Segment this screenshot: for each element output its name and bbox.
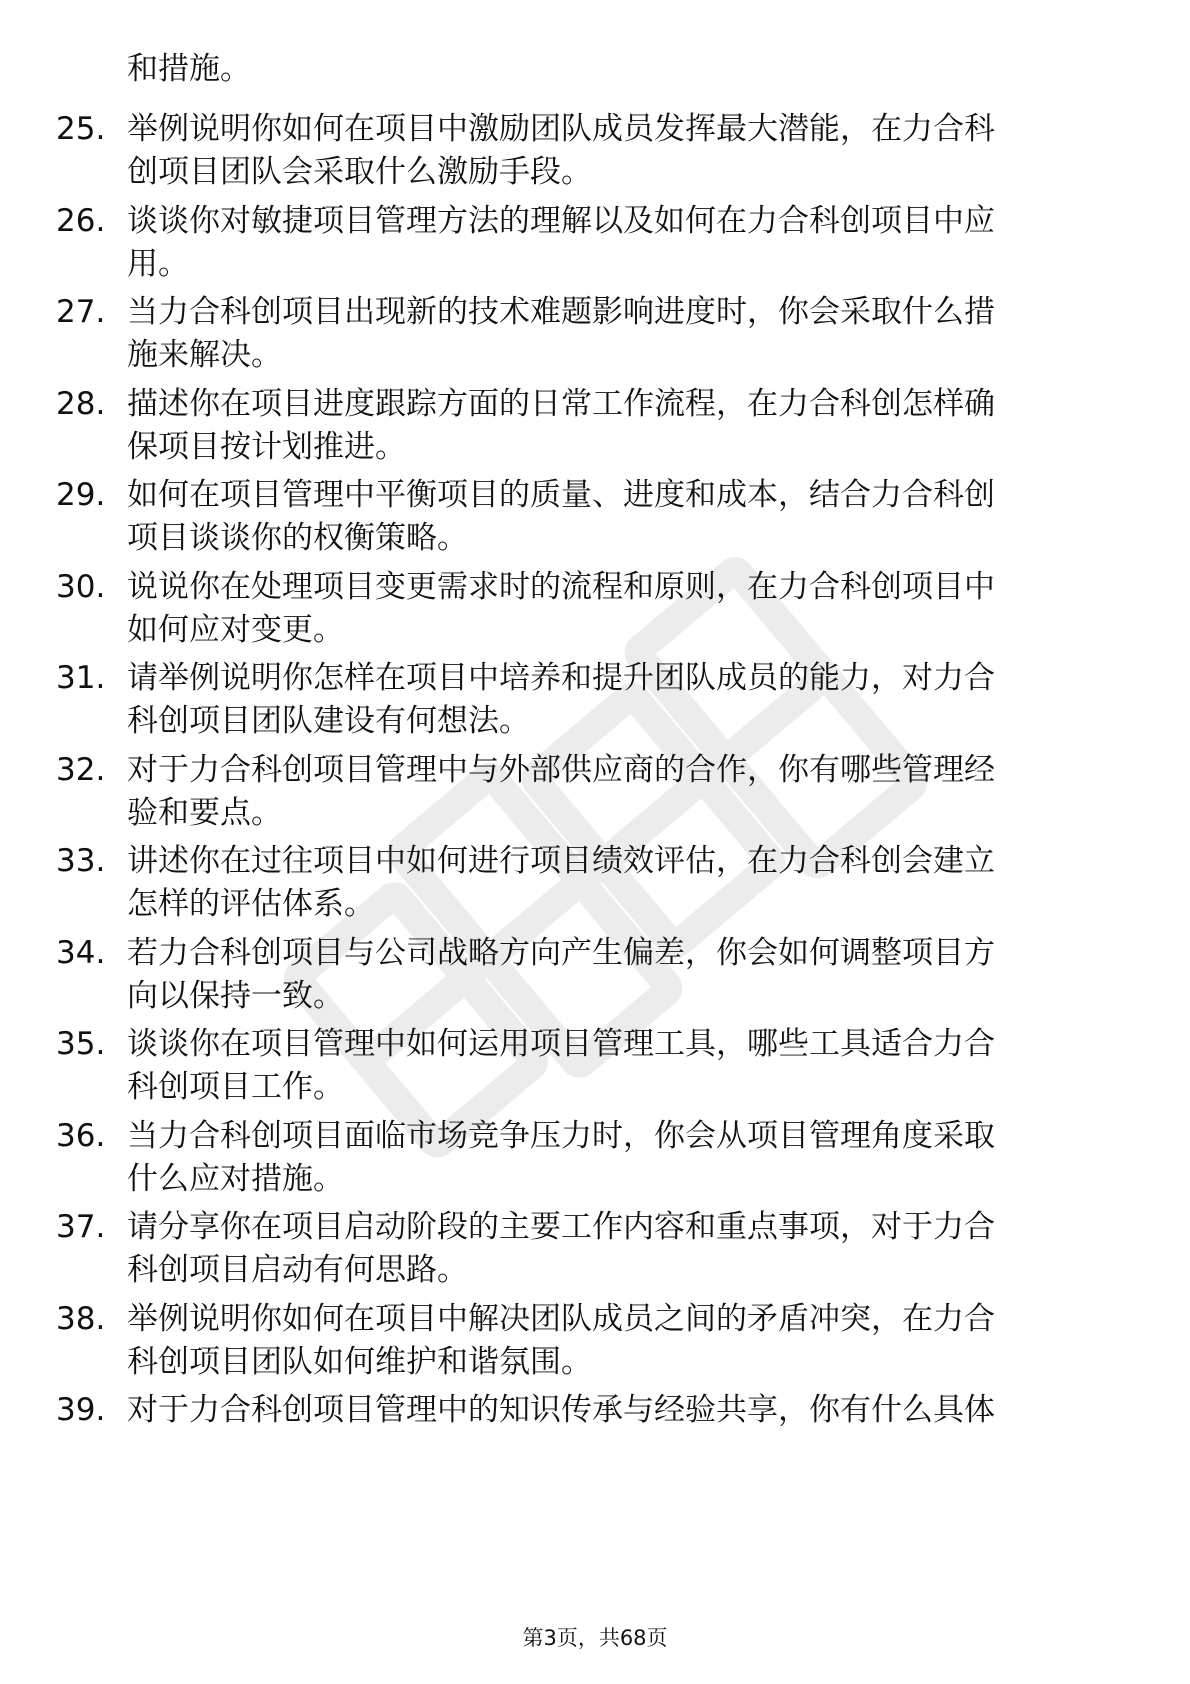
question-text-line-2: 保项目按计划推进。 [127, 429, 406, 465]
question-text-line-1: 当力合科创项目面临市场竞争压力时，你会从项目管理角度采取 [127, 1118, 995, 1154]
question-text-line-2: 验和要点。 [127, 795, 282, 831]
question-number: 30. [56, 569, 106, 605]
question-number: 25. [56, 111, 106, 147]
question-text-line-1: 举例说明你如何在项目中解决团队成员之间的矛盾冲突，在力合 [127, 1301, 995, 1337]
question-text-line-2: 怎样的评估体系。 [127, 886, 375, 922]
question-text-line-1: 谈谈你在项目管理中如何运用项目管理工具，哪些工具适合力合 [127, 1026, 995, 1062]
question-number: 37. [56, 1209, 106, 1245]
question-text-line-1: 讲述你在过往项目中如何进行项目绩效评估，在力合科创会建立 [127, 843, 995, 879]
question-text-line-2: 施来解决。 [127, 337, 282, 373]
question-text-line-2: 科创项目工作。 [127, 1069, 344, 1105]
question-number: 39. [56, 1392, 106, 1428]
question-text-line-1: 说说你在处理项目变更需求时的流程和原则，在力合科创项目中 [127, 569, 995, 605]
question-text-line-1: 描述你在项目进度跟踪方面的日常工作流程，在力合科创怎样确 [127, 386, 995, 422]
question-text-line-1: 请举例说明你怎样在项目中培养和提升团队成员的能力，对力合 [127, 660, 995, 696]
question-text-line-1: 当力合科创项目出现新的技术难题影响进度时，你会采取什么措 [127, 294, 995, 330]
question-text-line-1: 谈谈你对敏捷项目管理方法的理解以及如何在力合科创项目中应 [127, 203, 995, 239]
question-number: 35. [56, 1026, 106, 1062]
question-text-line-2: 如何应对变更。 [127, 612, 344, 648]
question-text-line-2: 项目谈谈你的权衡策略。 [127, 520, 468, 556]
question-text-line-1: 请分享你在项目启动阶段的主要工作内容和重点事项，对于力合 [127, 1209, 995, 1245]
question-text-line-2: 创项目团队会采取什么激励手段。 [127, 154, 592, 190]
question-text-line-2: 用。 [127, 246, 189, 282]
question-text-line-2: 向以保持一致。 [127, 978, 344, 1014]
question-number: 32. [56, 752, 106, 788]
question-number: 34. [56, 935, 106, 971]
question-text-line-2: 什么应对措施。 [127, 1161, 344, 1197]
page-footer: 第3页，共68页 [522, 1626, 668, 1650]
question-text-line-2: 科创项目团队如何维护和谐氛围。 [127, 1344, 592, 1380]
question-number: 31. [56, 660, 106, 696]
question-text-line-2: 科创项目团队建设有何想法。 [127, 703, 530, 739]
question-text-line-1: 对于力合科创项目管理中与外部供应商的合作，你有哪些管理经 [127, 752, 995, 788]
question-number: 26. [56, 203, 106, 239]
question-number: 36. [56, 1118, 106, 1154]
question-text-line-1: 若力合科创项目与公司战略方向产生偏差，你会如何调整项目方 [127, 935, 995, 971]
question-number: 33. [56, 843, 106, 879]
continuation-text: 和措施。 [127, 51, 251, 87]
question-text-line-1: 对于力合科创项目管理中的知识传承与经验共享，你有什么具体 [127, 1392, 995, 1428]
question-text-line-1: 举例说明你如何在项目中激励团队成员发挥最大潜能，在力合科 [127, 111, 995, 147]
question-number: 29. [56, 477, 106, 513]
question-text-line-1: 如何在项目管理中平衡项目的质量、进度和成本，结合力合科创 [127, 477, 995, 513]
question-number: 27. [56, 294, 106, 330]
question-number: 38. [56, 1301, 106, 1337]
question-number: 28. [56, 386, 106, 422]
question-text-line-2: 科创项目启动有何思路。 [127, 1252, 468, 1288]
